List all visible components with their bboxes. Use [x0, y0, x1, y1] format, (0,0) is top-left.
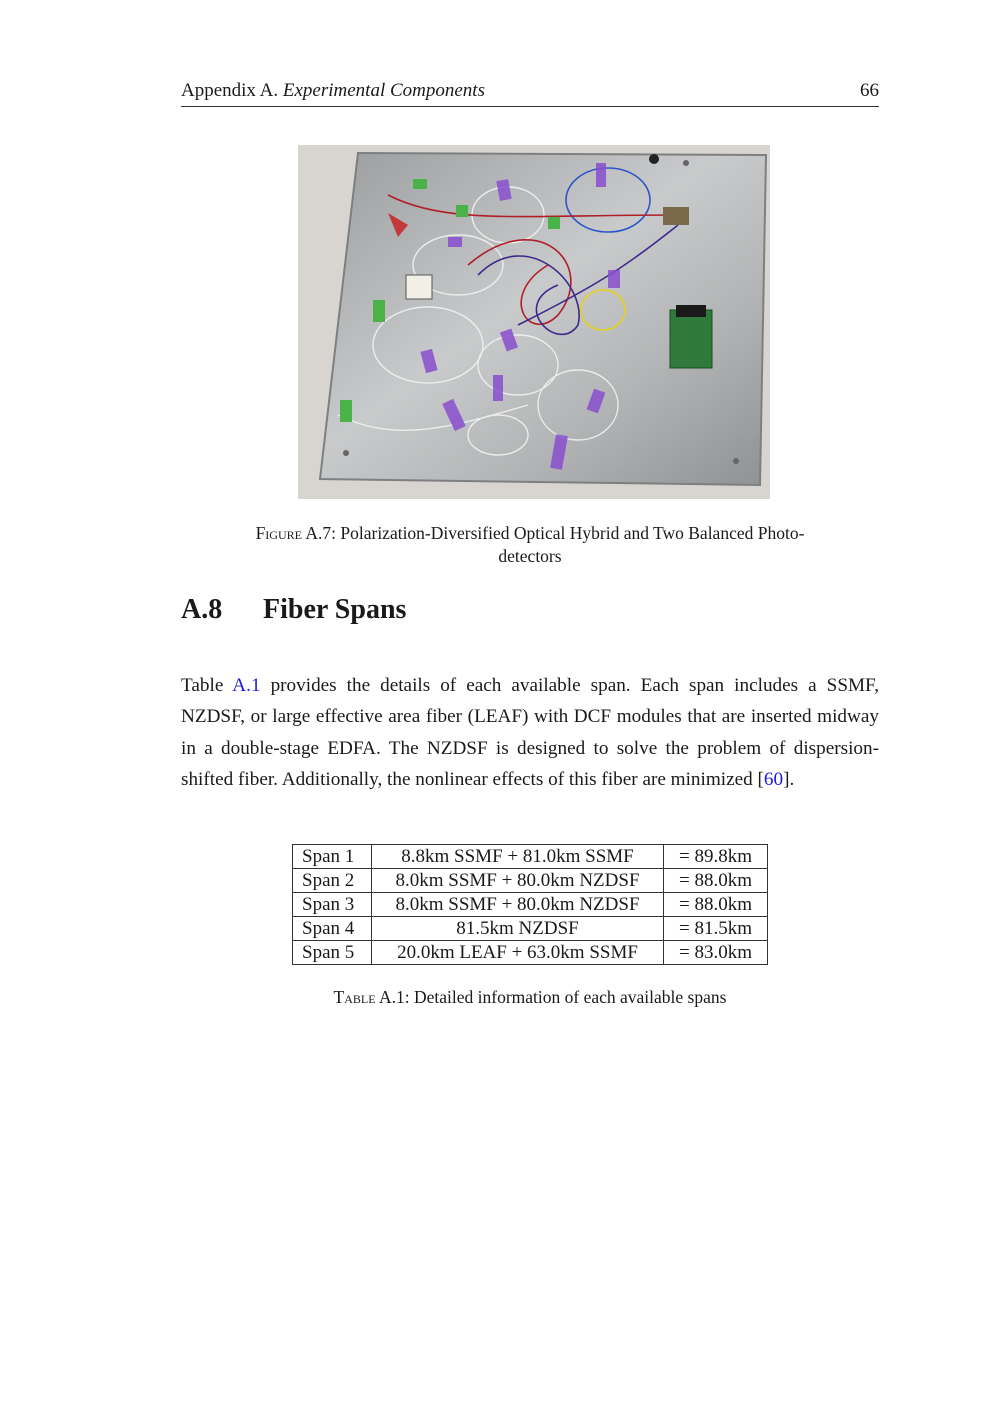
header-chapter: [181, 80, 485, 102]
table-cell: 8.0km SSMF + 80.0km NZDSF: [372, 893, 664, 917]
running-header: [181, 78, 879, 107]
table-row: [293, 869, 768, 893]
table-caption-text: Detailed information of each available spans: [413, 987, 727, 1007]
table-cell: 8.8km SSMF + 81.0km SSMF: [372, 845, 664, 869]
table-cell: Span 2: [293, 869, 372, 893]
table-label: Table A.1:: [333, 987, 410, 1007]
section-heading: [181, 594, 406, 626]
table-cell: = 89.8km: [664, 845, 768, 869]
table-row: [293, 941, 768, 965]
body-paragraph: [181, 670, 879, 796]
table-cell: = 81.5km: [664, 917, 768, 941]
table-cell: 8.0km SSMF + 80.0km NZDSF: [372, 869, 664, 893]
table-cell: 81.5km NZDSF: [372, 917, 664, 941]
figure-caption-line2: detectors: [498, 546, 562, 566]
table-cell: Span 5: [293, 941, 372, 965]
header-appendix-label: Appendix A.: [181, 80, 279, 101]
paragraph-text: Table: [181, 675, 233, 696]
spans-table: [292, 844, 768, 965]
header-chapter-title: Experimental Components: [282, 80, 485, 101]
table-cell: Span 4: [293, 917, 372, 941]
table-cell: = 88.0km: [664, 869, 768, 893]
page-number: 66: [860, 80, 879, 101]
figure-caption-line1: Polarization-Diversified Optical Hybrid and Two Balanced Photo-: [340, 523, 805, 543]
table-cell: Span 3: [293, 893, 372, 917]
table-cell: = 83.0km: [664, 941, 768, 965]
table-cell: 20.0km LEAF + 63.0km SSMF: [372, 941, 664, 965]
figure-photo: [298, 145, 770, 499]
section-title: Fiber Spans: [263, 594, 407, 625]
paragraph-text: ].: [783, 769, 795, 791]
table-row: [293, 917, 768, 941]
figure-caption: [181, 522, 879, 568]
optical-hybrid-photo-illustration: [298, 145, 770, 499]
table-reference-link[interactable]: A.1: [232, 675, 261, 696]
figure-label: Figure A.7:: [255, 523, 336, 543]
table-cell: = 88.0km: [664, 893, 768, 917]
paragraph-text: provides the details of each available span. Each span includes a SSMF, NZDSF, or large effective area fiber (LEAF) with DCF modules that are inserted midway in a double-stage EDFA. The NZDSF is designed to solve the problem of dispersion-shifted fiber. Additionally, the nonlinear effects of this fiber are minimized [: [181, 675, 879, 791]
section-number: A.8: [181, 594, 223, 625]
table-row: [293, 893, 768, 917]
table-cell: Span 1: [293, 845, 372, 869]
table-caption: [181, 987, 879, 1008]
citation-link[interactable]: 60: [763, 769, 784, 791]
table-row: [293, 845, 768, 869]
